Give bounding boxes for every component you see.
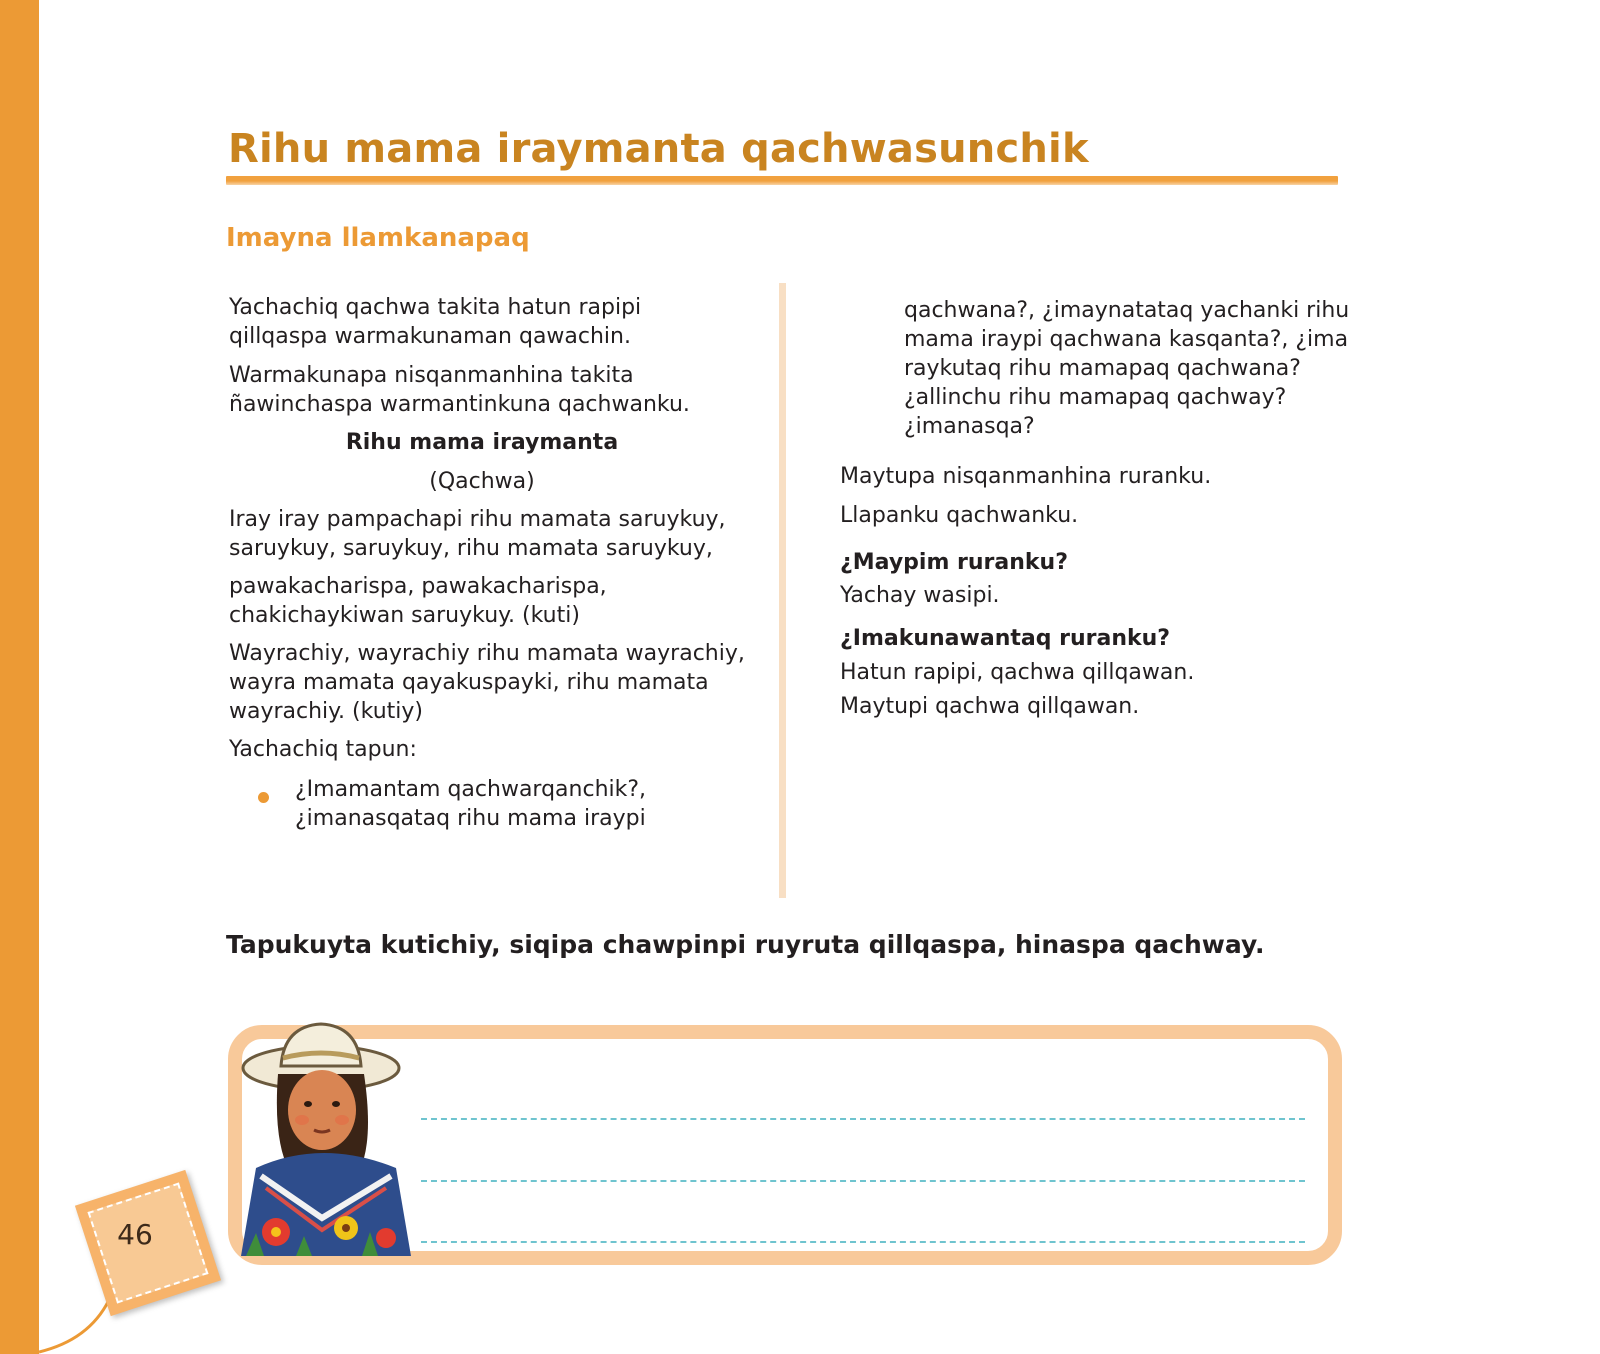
questions-cont-line-2: mama iraypi qachwana kasqanta?, ¿ima bbox=[904, 327, 1349, 352]
verse-1-line-1: Iray iray pampachapi rihu mamata saruykuy, bbox=[229, 507, 726, 532]
child-illustration bbox=[236, 1018, 426, 1256]
page-number: 46 bbox=[117, 1218, 153, 1251]
title-underline bbox=[226, 176, 1338, 185]
questions-cont-line-5: ¿imanasqa? bbox=[904, 414, 1035, 439]
bullet-question-line-2: ¿imanasqataq rihu mama iraypi bbox=[295, 806, 646, 831]
left-margin-strip bbox=[0, 0, 39, 1354]
intro2-line-2: ñawinchaspa warmantinkuna qachwanku. bbox=[229, 392, 690, 417]
column-divider bbox=[779, 283, 786, 898]
writing-line-1[interactable] bbox=[421, 1118, 1305, 1120]
questions-cont-line-1: qachwana?, ¿imaynatataq yachanki rihu bbox=[904, 298, 1350, 323]
answer-what-with-line-2: Maytupi qachwa qillqawan. bbox=[840, 694, 1140, 719]
verse-3-line-2: wayra mamata qayakuspayki, rihu mamata bbox=[229, 670, 709, 695]
right-line-1: Maytupa nisqanmanhina ruranku. bbox=[840, 464, 1212, 489]
verse-3-line-1: Wayrachiy, wayrachiy rihu mamata wayrachiy, bbox=[229, 641, 745, 666]
intro2-line-1: Warmakunapa nisqanmanhina takita bbox=[229, 363, 634, 388]
bullet-question-line-1: ¿Imamantam qachwarqanchik?, bbox=[295, 777, 647, 802]
answer-what-with-line-1: Hatun rapipi, qachwa qillqawan. bbox=[840, 660, 1195, 685]
answer-where: Yachay wasipi. bbox=[840, 583, 1000, 608]
questions-cont-line-4: ¿allinchu rihu mamapaq qachway? bbox=[904, 385, 1287, 410]
activity-instruction: Tapukuyta kutichiy, siqipa chawpinpi ruyruta qillqaspa, hinaspa qachway. bbox=[226, 930, 1265, 959]
question-where: ¿Maypim ruranku? bbox=[840, 550, 1068, 575]
page-title: Rihu mama iraymanta qachwasunchik bbox=[228, 126, 1089, 172]
writing-line-3[interactable] bbox=[421, 1241, 1305, 1243]
intro-line-1: Yachachiq qachwa takita hatun rapipi bbox=[229, 295, 642, 320]
verse-1-line-2: saruykuy, saruykuy, rihu mamata saruykuy, bbox=[229, 536, 713, 561]
question-what-with: ¿Imakunawantaq ruranku? bbox=[840, 626, 1171, 651]
bullet-dot bbox=[258, 792, 269, 803]
song-subtitle: (Qachwa) bbox=[429, 469, 535, 494]
teacher-asks: Yachachiq tapun: bbox=[229, 737, 417, 762]
verse-2-line-1: pawakacharispa, pawakacharispa, bbox=[229, 574, 607, 599]
intro-line-2: qillqaspa warmakunaman qawachin. bbox=[229, 324, 631, 349]
song-title: Rihu mama iraymanta bbox=[345, 430, 619, 455]
section-heading: Imayna llamkanapaq bbox=[226, 223, 530, 253]
questions-cont-line-3: raykutaq rihu mamapaq qachwana? bbox=[904, 356, 1301, 381]
right-line-2: Llapanku qachwanku. bbox=[840, 503, 1079, 528]
verse-3-line-3: wayrachiy. (kutiy) bbox=[229, 699, 423, 724]
writing-line-2[interactable] bbox=[421, 1180, 1305, 1182]
verse-2-line-2: chakichaykiwan saruykuy. (kuti) bbox=[229, 603, 580, 628]
